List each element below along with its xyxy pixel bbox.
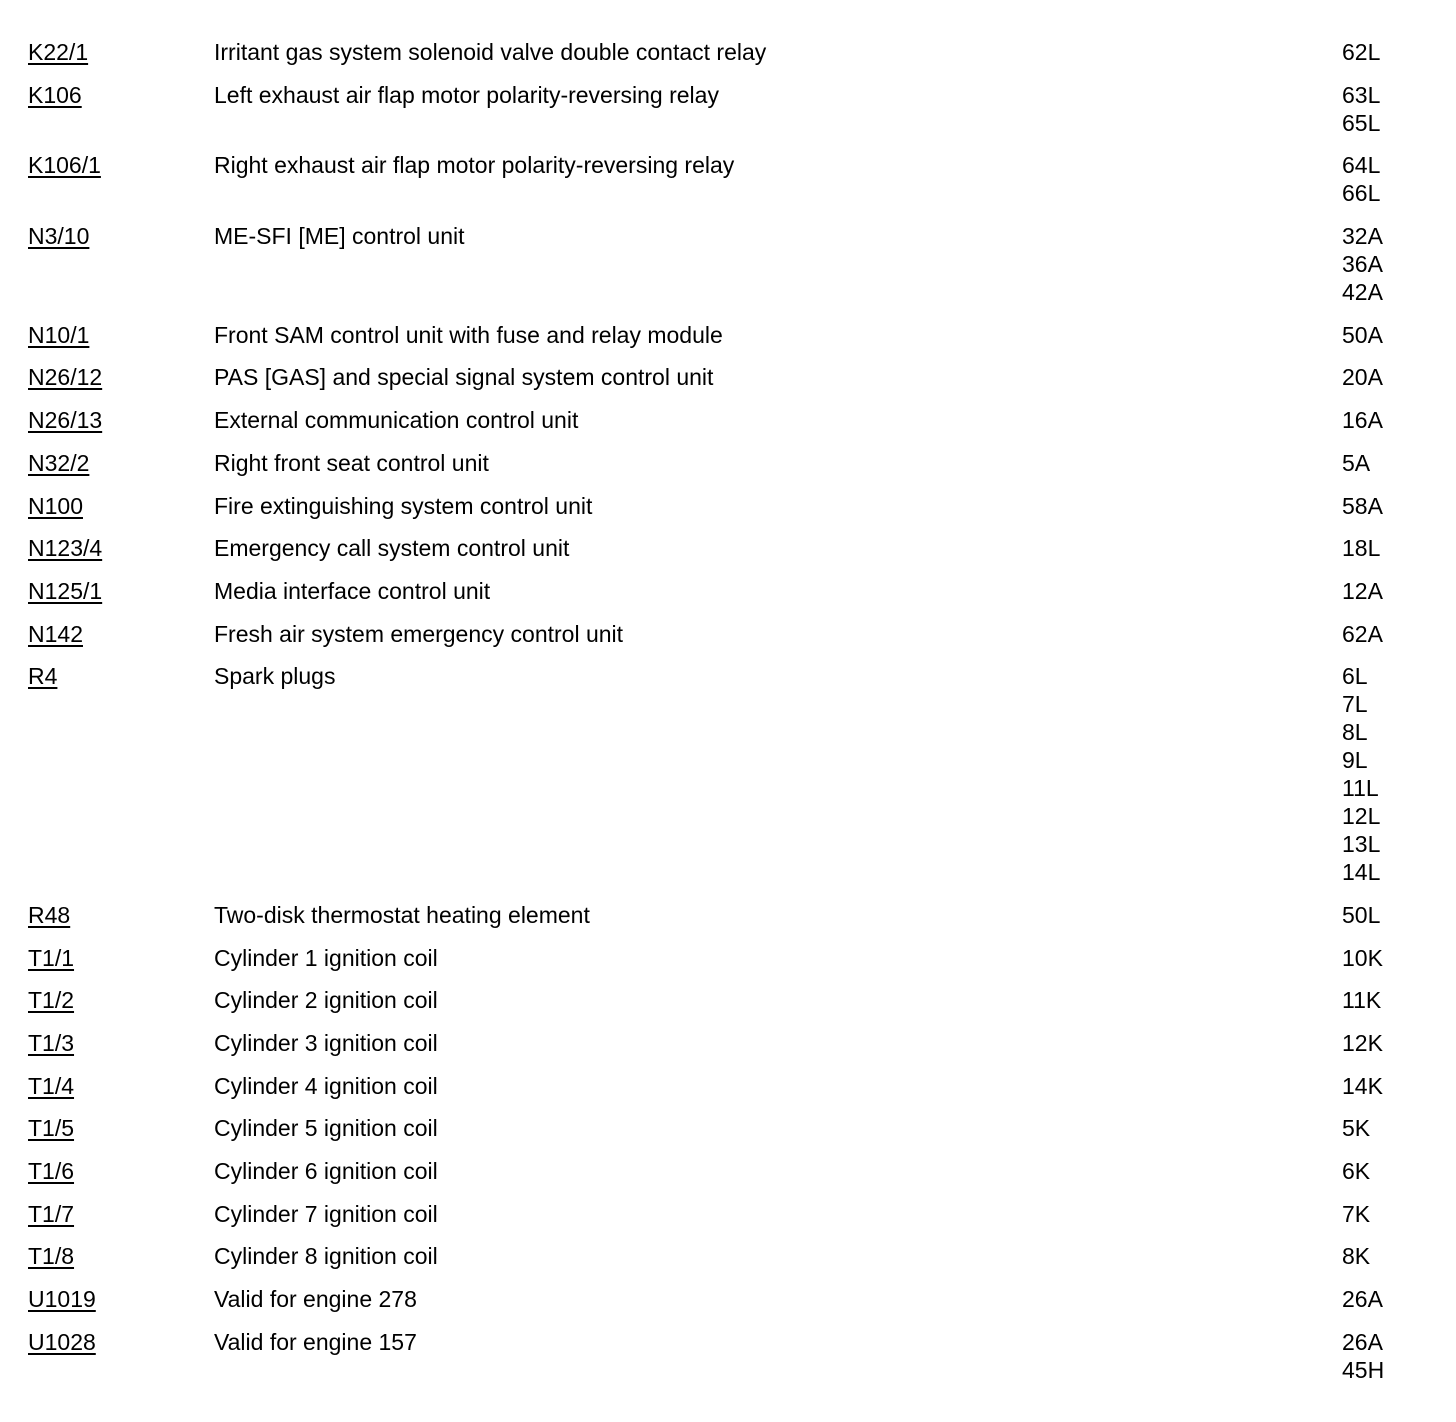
legend-row: [28, 222, 1428, 321]
grid-location: 18L: [1342, 535, 1381, 562]
legend-row: [28, 944, 1428, 987]
grid-location-list: [1342, 1029, 1428, 1057]
legend-row: [28, 1200, 1428, 1243]
grid-location: 11L: [1342, 775, 1379, 802]
grid-location-list: [1342, 1285, 1428, 1313]
legend-row: [28, 662, 1428, 901]
component-code-link[interactable]: N10/1: [28, 321, 90, 348]
grid-location-list: [1342, 363, 1428, 391]
legend-row: [28, 534, 1428, 577]
grid-location-list: [1342, 534, 1428, 562]
component-description: Valid for engine 157: [214, 1328, 417, 1355]
grid-location: 8K: [1342, 1243, 1371, 1270]
component-code-link[interactable]: T1/5: [28, 1115, 75, 1142]
component-code-link[interactable]: U1019: [28, 1286, 96, 1313]
grid-location-list: [1342, 151, 1428, 207]
grid-location: 6K: [1342, 1158, 1371, 1185]
component-code-link[interactable]: K106/1: [28, 152, 101, 179]
legend-row: [28, 1072, 1428, 1115]
grid-location-list: [1342, 406, 1428, 434]
grid-location: 64L: [1342, 152, 1381, 179]
legend-row: [28, 1328, 1428, 1399]
grid-location: 8L: [1342, 719, 1368, 746]
component-code-link[interactable]: T1/6: [28, 1158, 75, 1185]
grid-location: 12L: [1342, 803, 1381, 830]
grid-location: 32A: [1342, 223, 1383, 250]
grid-location-list: [1342, 492, 1428, 520]
grid-location: 12A: [1342, 577, 1383, 604]
component-code-link[interactable]: N3/10: [28, 223, 90, 250]
component-description: Cylinder 2 ignition coil: [214, 987, 438, 1014]
component-description: Irritant gas system solenoid valve double contact relay: [214, 39, 767, 65]
grid-location: 9L: [1342, 747, 1368, 774]
grid-location-list: [1342, 1242, 1428, 1270]
grid-location: 5A: [1342, 449, 1371, 476]
component-code-link[interactable]: N26/13: [28, 407, 103, 434]
component-description: Cylinder 6 ignition coil: [214, 1158, 438, 1185]
grid-location-list: [1342, 321, 1428, 349]
component-code-link[interactable]: R48: [28, 901, 71, 928]
legend-row: [28, 363, 1428, 406]
legend-row: [28, 321, 1428, 364]
legend-row: [28, 492, 1428, 535]
grid-location: 14L: [1342, 859, 1381, 886]
component-code-link[interactable]: N100: [28, 492, 83, 519]
grid-location-list: [1342, 1114, 1428, 1142]
component-description: Emergency call system control unit: [214, 535, 570, 562]
grid-location-list: [1342, 620, 1428, 648]
legend-row: [28, 449, 1428, 492]
grid-location: 58A: [1342, 492, 1383, 519]
component-code-link[interactable]: K22/1: [28, 39, 89, 65]
component-description: ME-SFI [ME] control unit: [214, 223, 465, 250]
component-description: Spark plugs: [214, 663, 336, 690]
component-code-link[interactable]: T1/3: [28, 1030, 75, 1056]
component-description: Cylinder 7 ignition coil: [214, 1200, 438, 1227]
component-description: Front SAM control unit with fuse and relay module: [214, 321, 723, 348]
component-description: Media interface control unit: [214, 577, 491, 604]
component-description: Fire extinguishing system control unit: [214, 492, 593, 519]
legend-row: [28, 620, 1428, 663]
component-code-link[interactable]: U1028: [28, 1328, 96, 1355]
grid-location-list: [1342, 1328, 1428, 1384]
grid-location: 13L: [1342, 831, 1381, 858]
grid-location-list: [1342, 1157, 1428, 1185]
grid-location-list: [1342, 449, 1428, 477]
grid-location: 26A: [1342, 1286, 1383, 1313]
grid-location-list: [1342, 81, 1428, 137]
component-description: Fresh air system emergency control unit: [214, 620, 624, 647]
legend-row: [28, 1114, 1428, 1157]
component-description: Cylinder 3 ignition coil: [214, 1030, 438, 1056]
legend-row: [28, 986, 1428, 1029]
legend-row: [28, 1157, 1428, 1200]
grid-location: 66L: [1342, 180, 1381, 207]
component-code-link[interactable]: N32/2: [28, 449, 90, 476]
component-description: Cylinder 1 ignition coil: [214, 944, 438, 971]
grid-location-list: [1342, 38, 1428, 66]
legend-row: [28, 38, 1428, 81]
grid-location: 65L: [1342, 109, 1381, 136]
component-description: Valid for engine 278: [214, 1286, 417, 1313]
grid-location: 7L: [1342, 691, 1368, 718]
component-code-link[interactable]: N123/4: [28, 535, 103, 562]
component-description: Cylinder 8 ignition coil: [214, 1243, 438, 1270]
grid-location: 62A: [1342, 620, 1383, 647]
component-code-link[interactable]: N26/12: [28, 364, 103, 391]
component-description: Left exhaust air flap motor polarity-reversing relay: [214, 81, 719, 108]
component-code-link[interactable]: T1/8: [28, 1243, 75, 1270]
grid-location-list: [1342, 577, 1428, 605]
component-code-link[interactable]: N142: [28, 620, 83, 647]
component-code-link[interactable]: T1/4: [28, 1072, 75, 1099]
component-legend-table: [28, 38, 1428, 1399]
grid-location: 12K: [1342, 1030, 1383, 1056]
grid-location: 50A: [1342, 321, 1383, 348]
grid-location: 26A: [1342, 1328, 1383, 1355]
component-code-link[interactable]: T1/1: [28, 944, 75, 971]
component-description: Two-disk thermostat heating element: [214, 901, 590, 928]
component-description: Right front seat control unit: [214, 449, 489, 476]
grid-location-list: [1342, 901, 1428, 929]
grid-location: 50L: [1342, 901, 1381, 928]
grid-location: 7K: [1342, 1200, 1371, 1227]
component-description: PAS [GAS] and special signal system control unit: [214, 364, 714, 391]
component-description: Right exhaust air flap motor polarity-reversing relay: [214, 152, 735, 179]
component-code-link[interactable]: R4: [28, 663, 58, 690]
grid-location-list: [1342, 944, 1428, 972]
legend-row: [28, 1242, 1428, 1285]
grid-location-list: [1342, 1072, 1428, 1100]
legend-row: [28, 577, 1428, 620]
component-code-link[interactable]: T1/2: [28, 987, 75, 1014]
grid-location: 63L: [1342, 81, 1381, 108]
grid-location: 20A: [1342, 364, 1383, 391]
grid-location: 10K: [1342, 944, 1383, 971]
grid-location-list: [1342, 662, 1428, 886]
grid-location-list: [1342, 986, 1428, 1014]
component-description: External communication control unit: [214, 407, 579, 434]
legend-row: [28, 406, 1428, 449]
grid-location: 6L: [1342, 663, 1368, 690]
legend-row: [28, 151, 1428, 222]
legend-row: [28, 1285, 1428, 1328]
grid-location: 42A: [1342, 279, 1383, 306]
legend-row: [28, 1029, 1428, 1072]
grid-location: 62L: [1342, 39, 1381, 65]
component-description: Cylinder 5 ignition coil: [214, 1115, 438, 1142]
grid-location: 11K: [1342, 987, 1382, 1014]
legend-row: [28, 81, 1428, 152]
component-code-link[interactable]: K106: [28, 81, 82, 108]
legend-row: [28, 901, 1428, 944]
component-code-link[interactable]: T1/7: [28, 1200, 75, 1227]
grid-location: 14K: [1342, 1072, 1383, 1099]
component-code-link[interactable]: N125/1: [28, 577, 103, 604]
component-description: Cylinder 4 ignition coil: [214, 1072, 438, 1099]
grid-location: 36A: [1342, 251, 1383, 278]
grid-location-list: [1342, 222, 1428, 306]
grid-location: 45H: [1342, 1356, 1385, 1383]
grid-location-list: [1342, 1200, 1428, 1228]
grid-location: 5K: [1342, 1115, 1371, 1142]
grid-location: 16A: [1342, 407, 1383, 434]
